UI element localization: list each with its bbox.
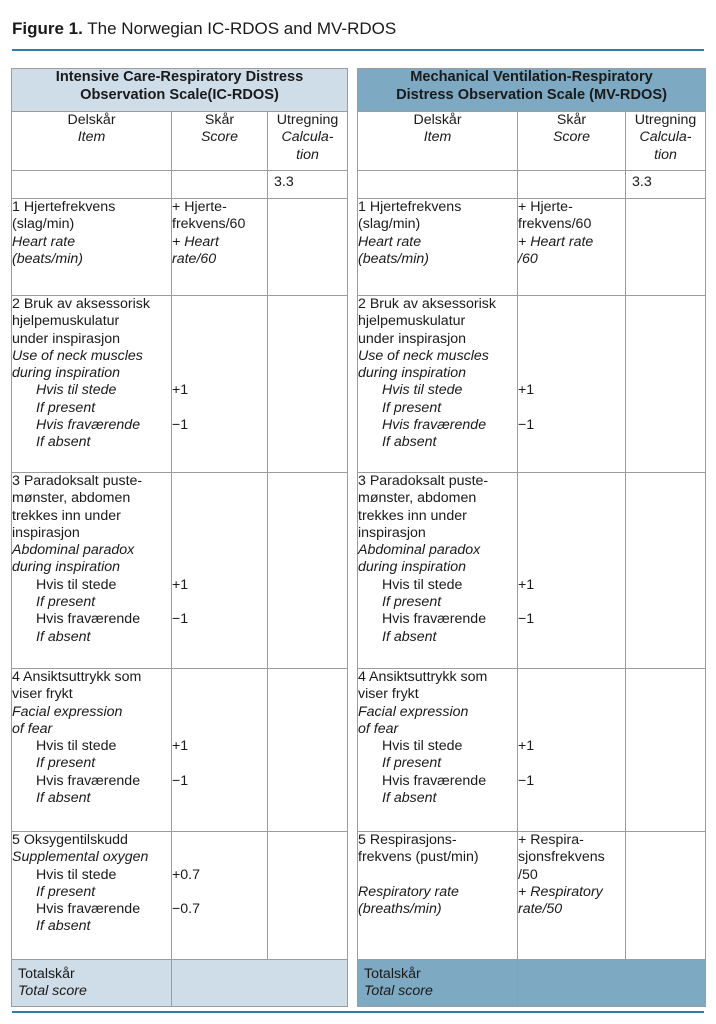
mv-rdos-title: Mechanical Ventilation-Respiratory Distress Observation Scale (MV-RDOS) (358, 69, 706, 112)
ic-facial-expression-score: +1 −1 (172, 669, 268, 832)
ic-oxygen-score: +0.7 −0.7 (172, 832, 268, 960)
ic-heart-rate-item: 1 Hjertefrekvens (slag/min) Heart rate (beats/min) (12, 199, 172, 296)
mv-neck-muscles-score: +1 −1 (518, 296, 626, 473)
top-rule (12, 49, 704, 51)
ic-col-item: Delskår Item (12, 112, 172, 171)
ic-rdos-title: Intensive Care-Respiratory Distress Observation Scale(IC-RDOS) (12, 69, 348, 112)
mv-heart-rate-item: 1 Hjertefrekvens (slag/min) Heart rate (beats/min) (358, 199, 518, 296)
mv-col-item: Delskår Item (358, 112, 518, 171)
mv-respiratory-rate-score: + Respira- sjonsfrekvens /50 + Respiratory rate/50 (518, 832, 626, 960)
mv-facial-expression-item: 4 Ansiktsuttrykk som viser frykt Facial expression of fear Hvis til stede If present Hvis fraværende If absent (358, 669, 518, 832)
ic-neck-muscles-score: +1 −1 (172, 296, 268, 473)
ic-col-calc: Utregning Calcula- tion (268, 112, 348, 171)
ic-heart-rate-score: + Hjerte- frekvens/60 + Heart rate/60 (172, 199, 268, 296)
ic-column-header-row (12, 112, 348, 171)
ic-total-row (12, 960, 348, 1007)
mv-heart-rate-score: + Hjerte- frekvens/60 + Heart rate /60 (518, 199, 626, 296)
mv-row-facial-expression (358, 669, 706, 832)
mv-calc-row (358, 171, 706, 199)
ic-rdos-table (11, 68, 348, 1007)
ic-neck-muscles-item: 2 Bruk av aksessorisk hjelpemuskulatur under inspirasjon Use of neck muscles during inspiration Hvis til stede If present Hvis fraværende If absent (12, 296, 172, 473)
ic-abdominal-paradox-score: +1 −1 (172, 473, 268, 669)
mv-col-calc: Utregning Calcula- tion (626, 112, 706, 171)
ic-col-score: Skår Score (172, 112, 268, 171)
ic-oxygen-item: 5 Oksygentilskudd Supplemental oxygen Hvis til stede If present Hvis fraværende If absent (12, 832, 172, 960)
mv-row-heart-rate (358, 199, 706, 296)
mv-row-neck-muscles (358, 296, 706, 473)
mv-total-row (358, 960, 706, 1007)
ic-row-abdominal-paradox (12, 473, 348, 669)
ic-abdominal-paradox-item: 3 Paradoksalt puste- mønster, abdomen trekkes inn under inspirasjon Abdominal paradox during inspiration Hvis til stede If present Hvis fraværende If absent (12, 473, 172, 669)
bottom-rule (12, 1011, 704, 1013)
mv-calc-value: 3.3 (626, 171, 706, 199)
mv-facial-expression-score: +1 −1 (518, 669, 626, 832)
mv-total-label: Totalskår Total score (358, 960, 518, 1007)
mv-rdos-table (357, 68, 706, 1007)
ic-row-facial-expression (12, 669, 348, 832)
ic-total-label: Totalskår Total score (12, 960, 172, 1007)
ic-row-neck-muscles (12, 296, 348, 473)
figure-label: Figure 1. (12, 19, 83, 38)
mv-col-score: Skår Score (518, 112, 626, 171)
ic-calc-value: 3.3 (268, 171, 348, 199)
mv-neck-muscles-item: 2 Bruk av aksessorisk hjelpemuskulatur under inspirasjon Use of neck muscles during inspiration Hvis til stede If present Hvis fraværende If absent (358, 296, 518, 473)
mv-abdominal-paradox-score: +1 −1 (518, 473, 626, 669)
figure-caption: The Norwegian IC-RDOS and MV-RDOS (82, 19, 397, 38)
figure-title (12, 18, 396, 40)
mv-column-header-row (358, 112, 706, 171)
ic-facial-expression-item: 4 Ansiktsuttrykk som viser frykt Facial expression of fear Hvis til stede If present Hvis fraværende If absent (12, 669, 172, 832)
mv-row-respiratory-rate (358, 832, 706, 960)
mv-abdominal-paradox-item: 3 Paradoksalt puste- mønster, abdomen trekkes inn under inspirasjon Abdominal paradox during inspiration Hvis til stede If present Hvis fraværende If absent (358, 473, 518, 669)
mv-respiratory-rate-item: 5 Respirasjons- frekvens (pust/min) Respiratory rate (breaths/min) (358, 832, 518, 960)
ic-row-oxygen (12, 832, 348, 960)
ic-row-heart-rate (12, 199, 348, 296)
ic-calc-row (12, 171, 348, 199)
mv-row-abdominal-paradox (358, 473, 706, 669)
